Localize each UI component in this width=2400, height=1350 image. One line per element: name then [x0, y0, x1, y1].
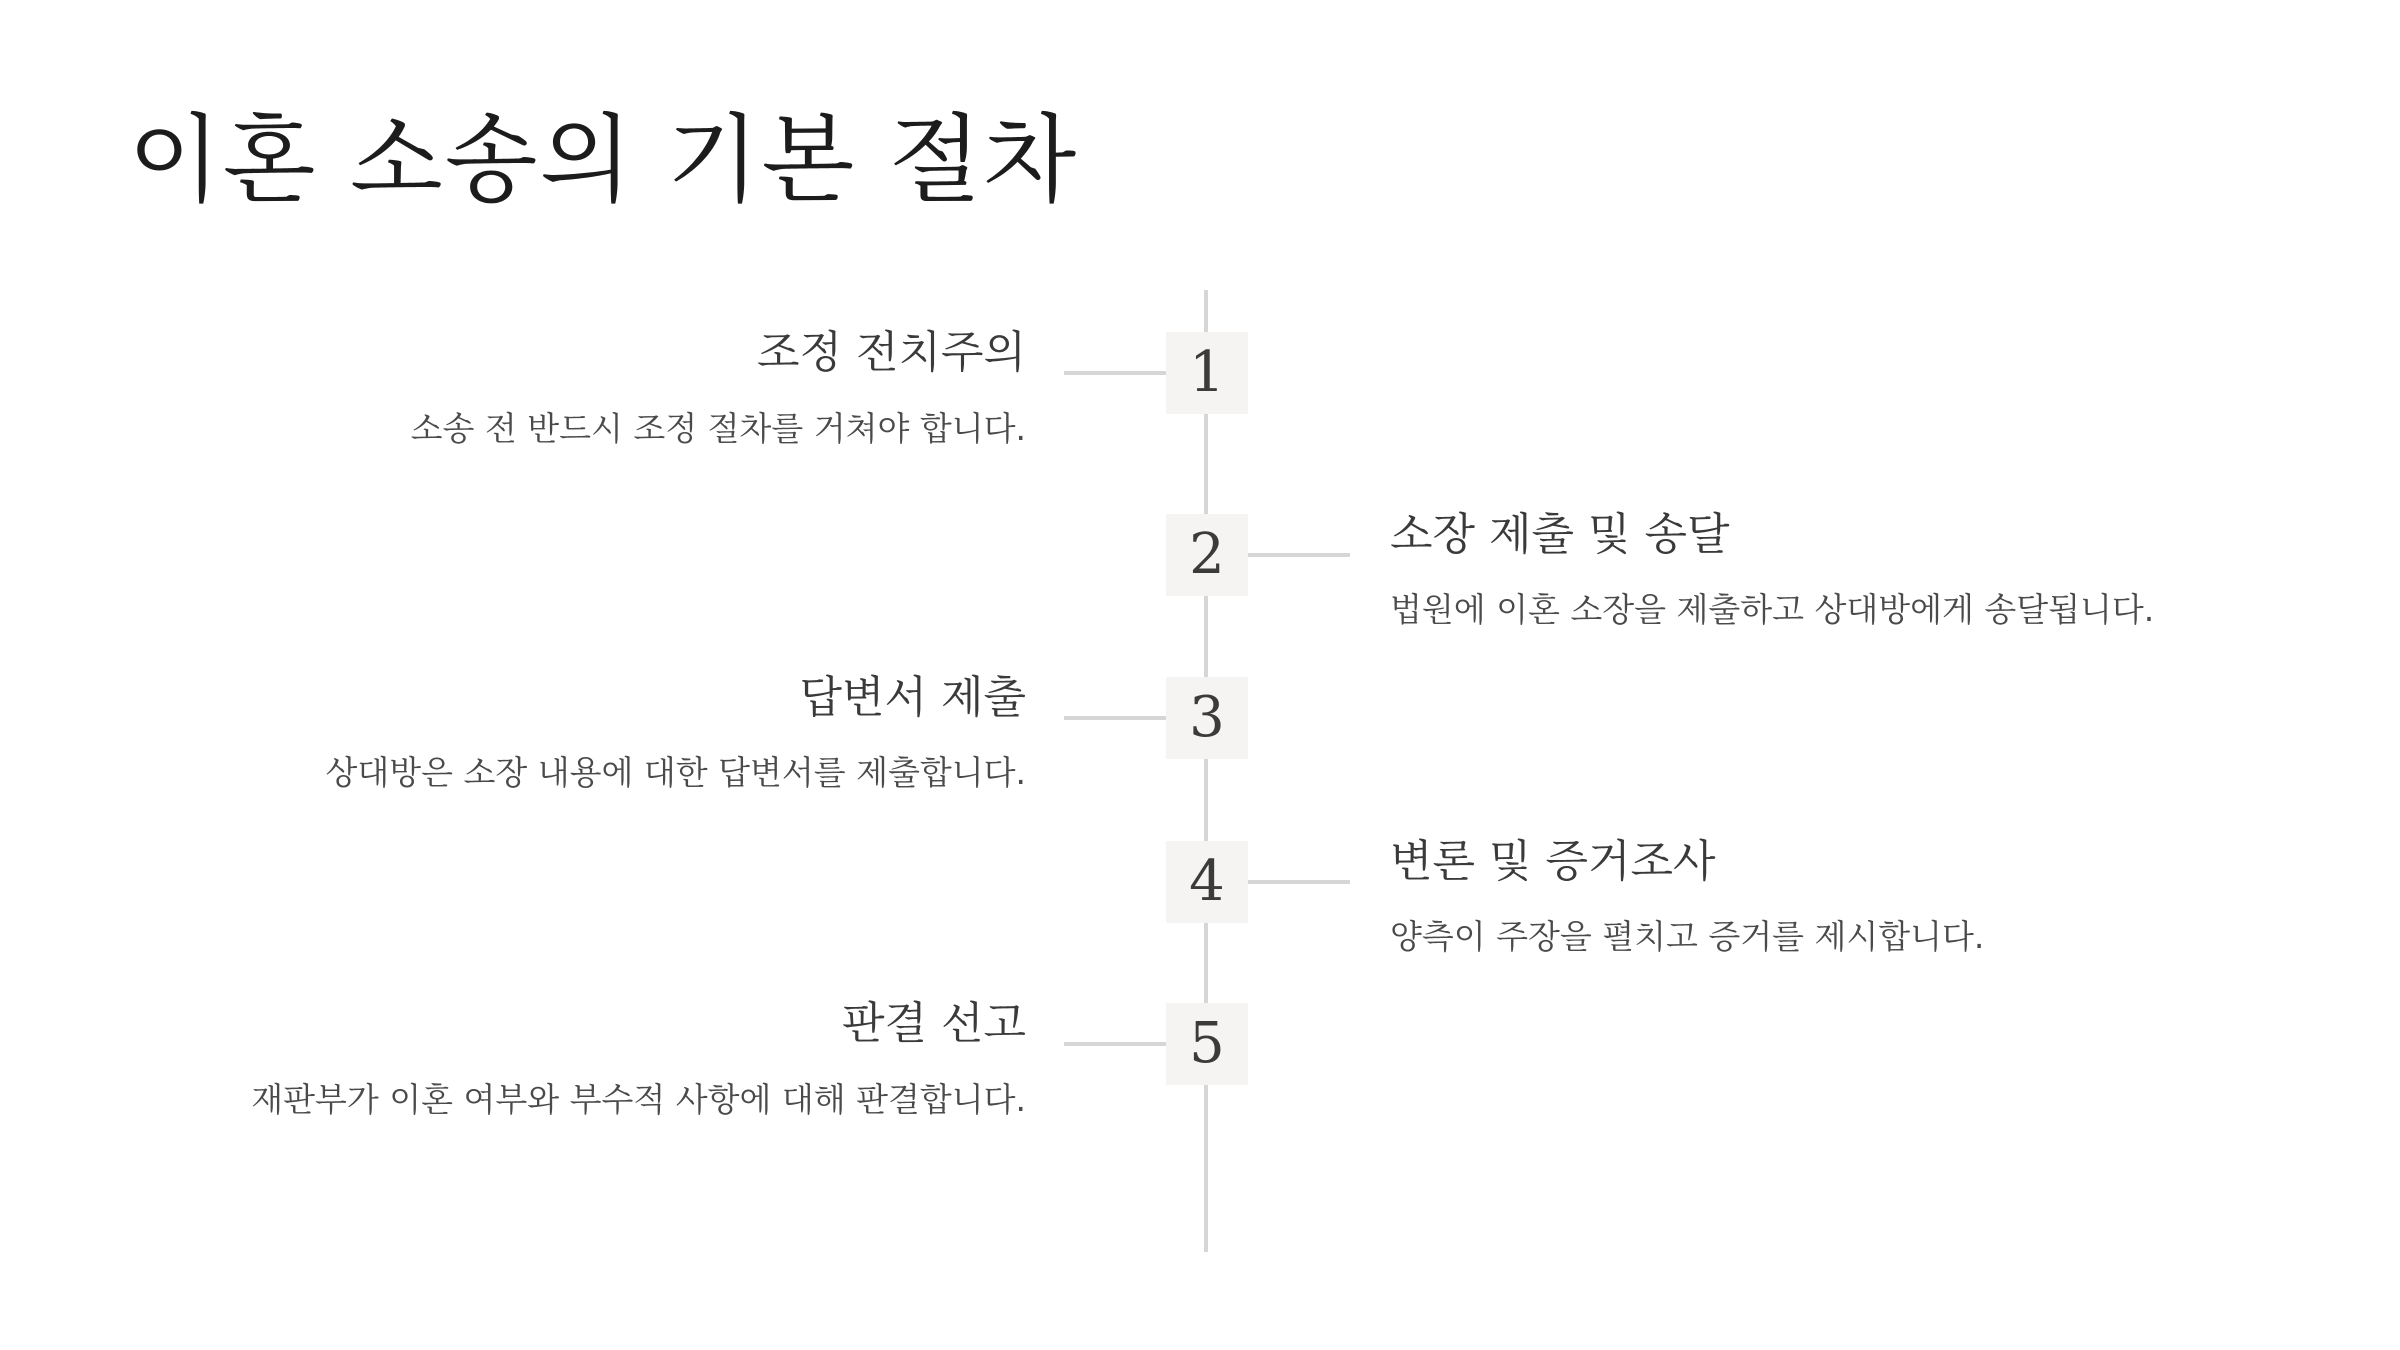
step-description-1: 소송 전 반드시 조정 절차를 거쳐야 합니다. [410, 409, 1026, 448]
step-number-1: 1 [1166, 332, 1248, 414]
step-description-4: 양측이 주장을 펼치고 증거를 제시합니다. [1390, 917, 1985, 956]
step-number-3: 3 [1166, 677, 1248, 759]
step-description-3: 상대방은 소장 내용에 대한 답변서를 제출합니다. [325, 753, 1026, 792]
connector-line-5 [1064, 1042, 1168, 1046]
step-title-4: 변론 및 증거조사 [1390, 836, 1716, 887]
step-number-4: 4 [1166, 841, 1248, 923]
step-number-2: 2 [1166, 514, 1248, 596]
connector-line-3 [1064, 716, 1168, 720]
connector-line-4 [1246, 880, 1350, 884]
step-title-2: 소장 제출 및 송달 [1390, 509, 1730, 560]
step-number-5: 5 [1166, 1003, 1248, 1085]
step-description-5: 재판부가 이혼 여부와 부수적 사항에 대해 판결합니다. [251, 1080, 1026, 1119]
step-title-5: 판결 선고 [841, 998, 1026, 1049]
connector-line-2 [1246, 553, 1350, 557]
page-title: 이혼 소송의 기본 절차 [128, 104, 1079, 216]
step-description-2: 법원에 이혼 소장을 제출하고 상대방에게 송달됩니다. [1390, 590, 2155, 629]
step-title-1: 조정 전치주의 [756, 327, 1026, 378]
connector-line-1 [1064, 371, 1168, 375]
timeline-line [1204, 290, 1208, 1252]
step-title-3: 답변서 제출 [799, 672, 1026, 723]
